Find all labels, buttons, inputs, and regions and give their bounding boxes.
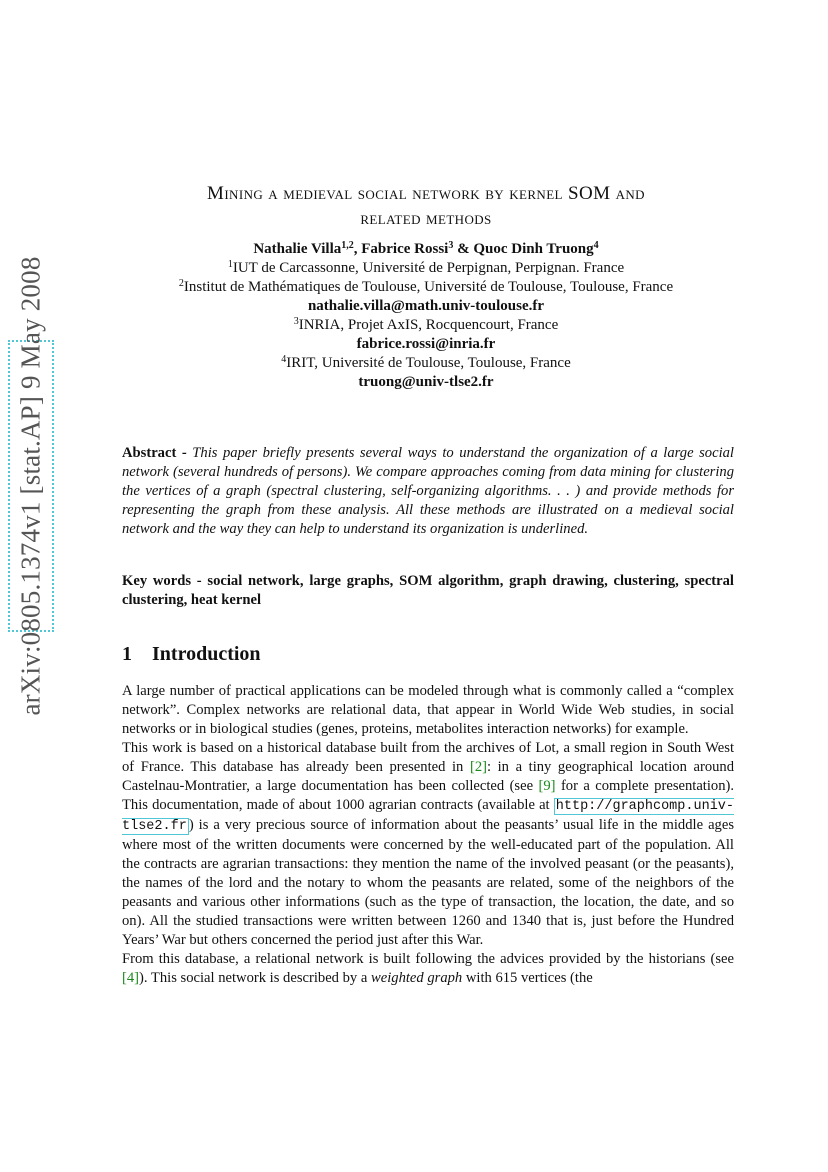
author-name-3: Quoc Dinh Truong	[473, 241, 594, 257]
arxiv-identifier-stamp	[8, 256, 54, 716]
affiliation-2-text: Institut de Mathématiques de Toulouse, Université de Toulouse, Toulouse, France	[183, 279, 674, 295]
introduction-body	[122, 682, 734, 988]
url-link[interactable]: http://graphcomp.univ-tlse2.fr	[122, 799, 734, 834]
intro-p3-text-b: ). This social network is described by a	[139, 970, 371, 986]
author-sup-1: 1,2	[341, 240, 354, 251]
intro-p2-text-a: This work is based on a historical database built from the archives of Lot, a small region in South West of France. This database has already been presented in	[122, 740, 734, 775]
author-sup-3: 4	[593, 240, 599, 251]
affiliation-3	[120, 316, 732, 335]
intro-p2-text-d: ) is a very precious source of information about the peasants’ usual life in the middle ages where most of the written documents were concerned by the well-educated part of the population. All the contracts are agrarian transactions: they mention the name of the involved peasant (or the peasants), the names of the lord and the notary to whom the peasants are related, some of the neighbors of the peasants and various other informations (such as the type of transaction, the location, the date, and so on). All the studied transactions were written between 1260 and 1340 that is, just before the Hundred Years’ War but others concerned the period just after this War.	[122, 817, 734, 948]
citation-link-9[interactable]: [9]	[538, 778, 556, 794]
intro-p3-text-c: with 615 vertices (the	[462, 970, 593, 986]
affiliation-2	[120, 278, 732, 297]
section-heading-introduction	[122, 643, 261, 666]
affiliation-3-text: INRIA, Projet AxIS, Rocquencourt, France	[298, 317, 559, 333]
title-line-1: Mining a medieval social network by kernel SOM and	[207, 183, 645, 204]
email-rossi[interactable]: fabrice.rossi@inria.fr	[356, 336, 496, 352]
author-separator-2: &	[453, 241, 474, 257]
abstract-text: This paper briefly presents several ways to understand the organization of a large social network (several hundreds of persons). We compare approaches coming from data mining for clustering the vertices of a graph (spectral clustering, self-organizing algorithms. . . ) and provide methods for representing the graph from these analysis. All these methods are illustrated on a medieval social network and the way they can help to understand its organization is underlined.	[122, 445, 734, 537]
author-names	[120, 240, 732, 259]
paper-title	[120, 181, 732, 231]
author-separator-1: ,	[353, 241, 362, 257]
intro-p2-text-c: for a complete presentation). This documentation, made of about 1000 agrarian contracts (available at	[122, 778, 735, 813]
intro-p3-text-a: From this database, a relational network is built following the advices provided by the historians (see	[122, 951, 734, 967]
section-number: 1	[122, 643, 132, 665]
affiliation-2-sup: 2	[178, 278, 184, 289]
abstract-label: Abstract -	[122, 445, 193, 461]
affiliation-4-sup: 4	[281, 354, 287, 365]
abstract	[122, 444, 734, 539]
email-villa[interactable]: nathalie.villa@math.univ-toulouse.fr	[307, 298, 545, 314]
author-block	[120, 240, 732, 392]
affiliation-3-sup: 3	[293, 316, 299, 327]
author-name-2: Fabrice Rossi	[361, 241, 449, 257]
arxiv-identifier-text: arXiv:0805.1374v1 [stat.AP] 9 May 2008	[15, 256, 46, 716]
intro-paragraph-2	[122, 739, 734, 950]
intro-paragraph-1: A large number of practical applications can be modeled through what is commonly called a “complex network”. Complex networks are relational data, that appear in World Wide Web studies, in social networks or in biological studies (genes, proteins, metabolites interaction networks) for example.	[122, 683, 734, 737]
citation-link-4[interactable]: [4]	[122, 970, 140, 986]
affiliation-1-sup: 1	[227, 259, 233, 270]
title-line-2: related methods	[360, 208, 492, 229]
affiliation-1-text: IUT de Carcassonne, Université de Perpignan, Perpignan. France	[232, 260, 625, 276]
weighted-graph-term: weighted graph	[371, 970, 463, 986]
author-sup-2: 3	[448, 240, 454, 251]
affiliation-1	[120, 259, 732, 278]
intro-p2-text-b: : in a tiny geographical location around Castelnau-Montratier, a large documentation has been collected (see	[122, 759, 735, 794]
affiliation-4-text: IRIT, Université de Toulouse, Toulouse, France	[286, 355, 571, 371]
section-title: Introduction	[152, 643, 261, 665]
affiliation-4	[120, 354, 732, 373]
author-name-1: Nathalie Villa	[253, 241, 342, 257]
email-truong[interactable]: truong@univ-tlse2.fr	[358, 374, 494, 390]
keywords: Key words - social network, large graphs, SOM algorithm, graph drawing, clustering, spectral clustering, heat kernel	[122, 573, 734, 608]
citation-link-2[interactable]: [2]	[469, 759, 487, 775]
intro-paragraph-3	[122, 950, 734, 988]
